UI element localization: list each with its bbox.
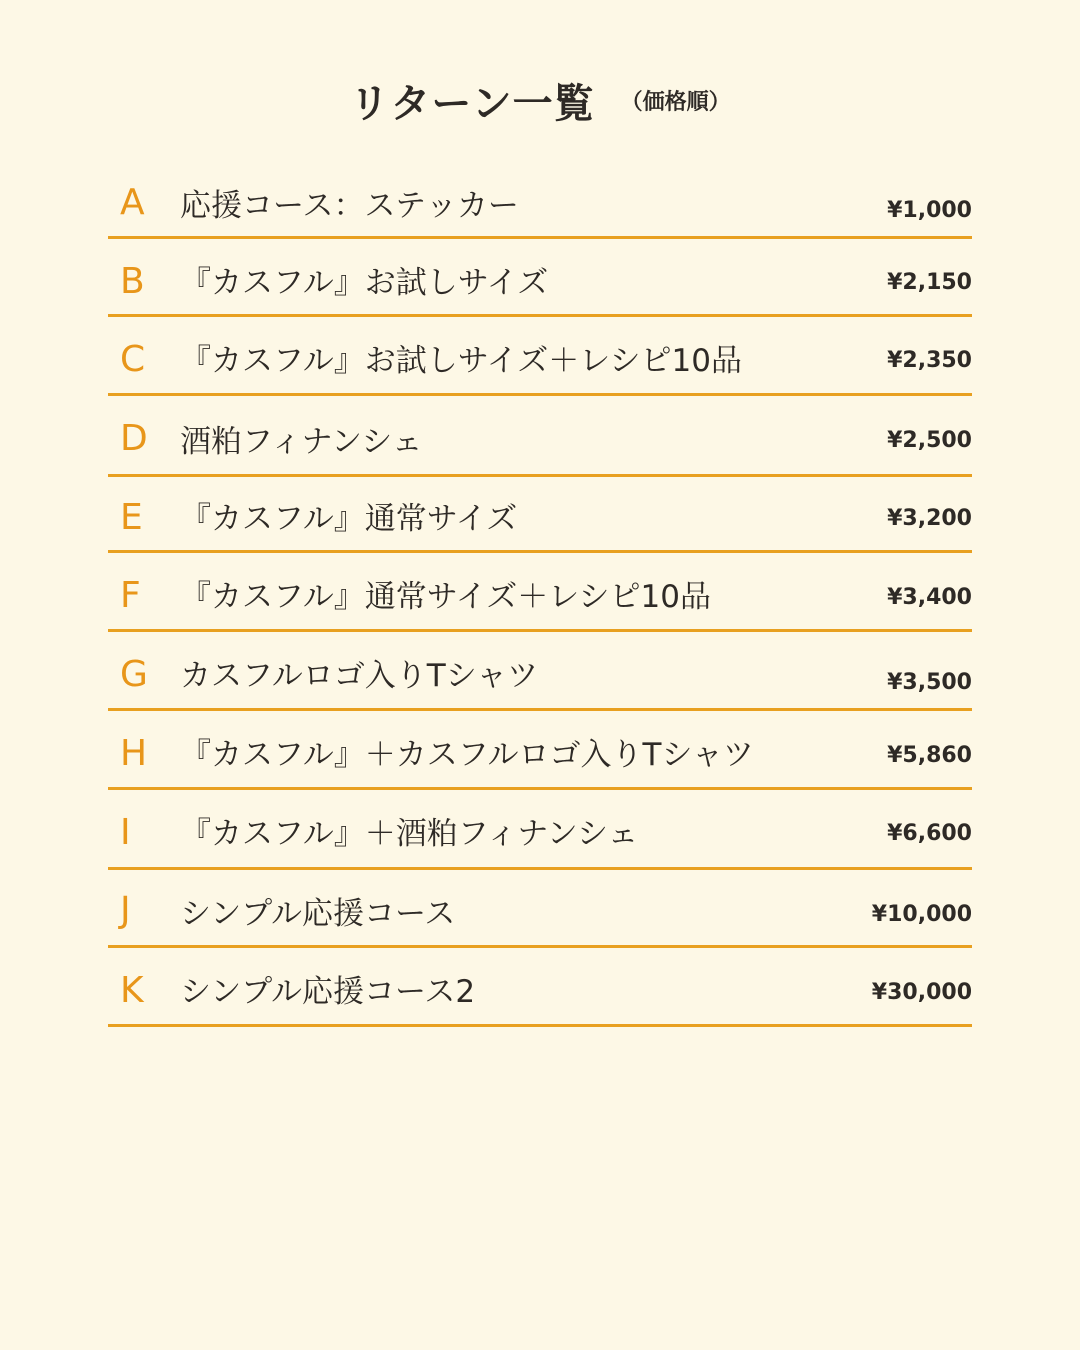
item-name: 『カスフル』通常サイズ＋レシピ10品 xyxy=(180,579,711,615)
item-name: シンプル応援コース xyxy=(180,896,456,932)
item-price: ¥3,500 xyxy=(887,670,972,695)
item-name: 『カスフル』通常サイズ xyxy=(180,501,518,537)
list-item xyxy=(108,790,972,870)
item-letter: A xyxy=(120,182,145,223)
item-letter: C xyxy=(120,339,146,380)
list-item xyxy=(108,948,972,1027)
page-title: リターン一覧 xyxy=(349,81,595,127)
header xyxy=(0,72,1080,129)
item-price: ¥1,000 xyxy=(887,198,972,223)
item-name: 『カスフル』お試しサイズ＋レシピ10品 xyxy=(180,343,742,379)
item-letter: E xyxy=(120,497,143,538)
item-name: 『カスフル』お試しサイズ xyxy=(180,265,549,301)
item-price: ¥3,400 xyxy=(887,585,972,610)
item-price: ¥5,860 xyxy=(887,743,972,768)
item-price: ¥30,000 xyxy=(871,980,972,1005)
item-price: ¥10,000 xyxy=(871,902,972,927)
item-letter: F xyxy=(120,575,141,616)
list-item xyxy=(108,632,972,711)
item-letter: G xyxy=(120,654,148,695)
item-letter: J xyxy=(120,890,131,931)
item-letter: B xyxy=(120,261,145,302)
item-letter: D xyxy=(120,418,148,459)
list-item xyxy=(108,711,972,790)
item-price: ¥6,600 xyxy=(887,821,972,846)
item-name: カスフルロゴ入りTシャツ xyxy=(180,658,539,694)
return-list xyxy=(108,160,972,1027)
item-name: 応援コース：ステッカー xyxy=(180,188,519,224)
item-name: 『カスフル』＋酒粕フィナンシェ xyxy=(180,816,639,852)
item-letter: K xyxy=(120,970,144,1011)
list-item xyxy=(108,160,972,239)
list-item xyxy=(108,553,972,632)
list-item xyxy=(108,396,972,477)
list-item xyxy=(108,239,972,317)
item-price: ¥2,150 xyxy=(887,270,972,295)
item-price: ¥2,500 xyxy=(887,428,972,453)
item-name: シンプル応援コース2 xyxy=(180,974,476,1010)
item-letter: H xyxy=(120,733,148,774)
item-name: 『カスフル』＋カスフルロゴ入りTシャツ xyxy=(180,737,754,773)
item-name: 酒粕フィナンシェ xyxy=(180,424,423,460)
item-price: ¥3,200 xyxy=(887,506,972,531)
list-item xyxy=(108,870,972,948)
item-letter: I xyxy=(120,812,131,853)
list-item xyxy=(108,317,972,396)
page-subtitle: （価格順） xyxy=(620,90,731,115)
list-item xyxy=(108,477,972,553)
item-price: ¥2,350 xyxy=(887,348,972,373)
